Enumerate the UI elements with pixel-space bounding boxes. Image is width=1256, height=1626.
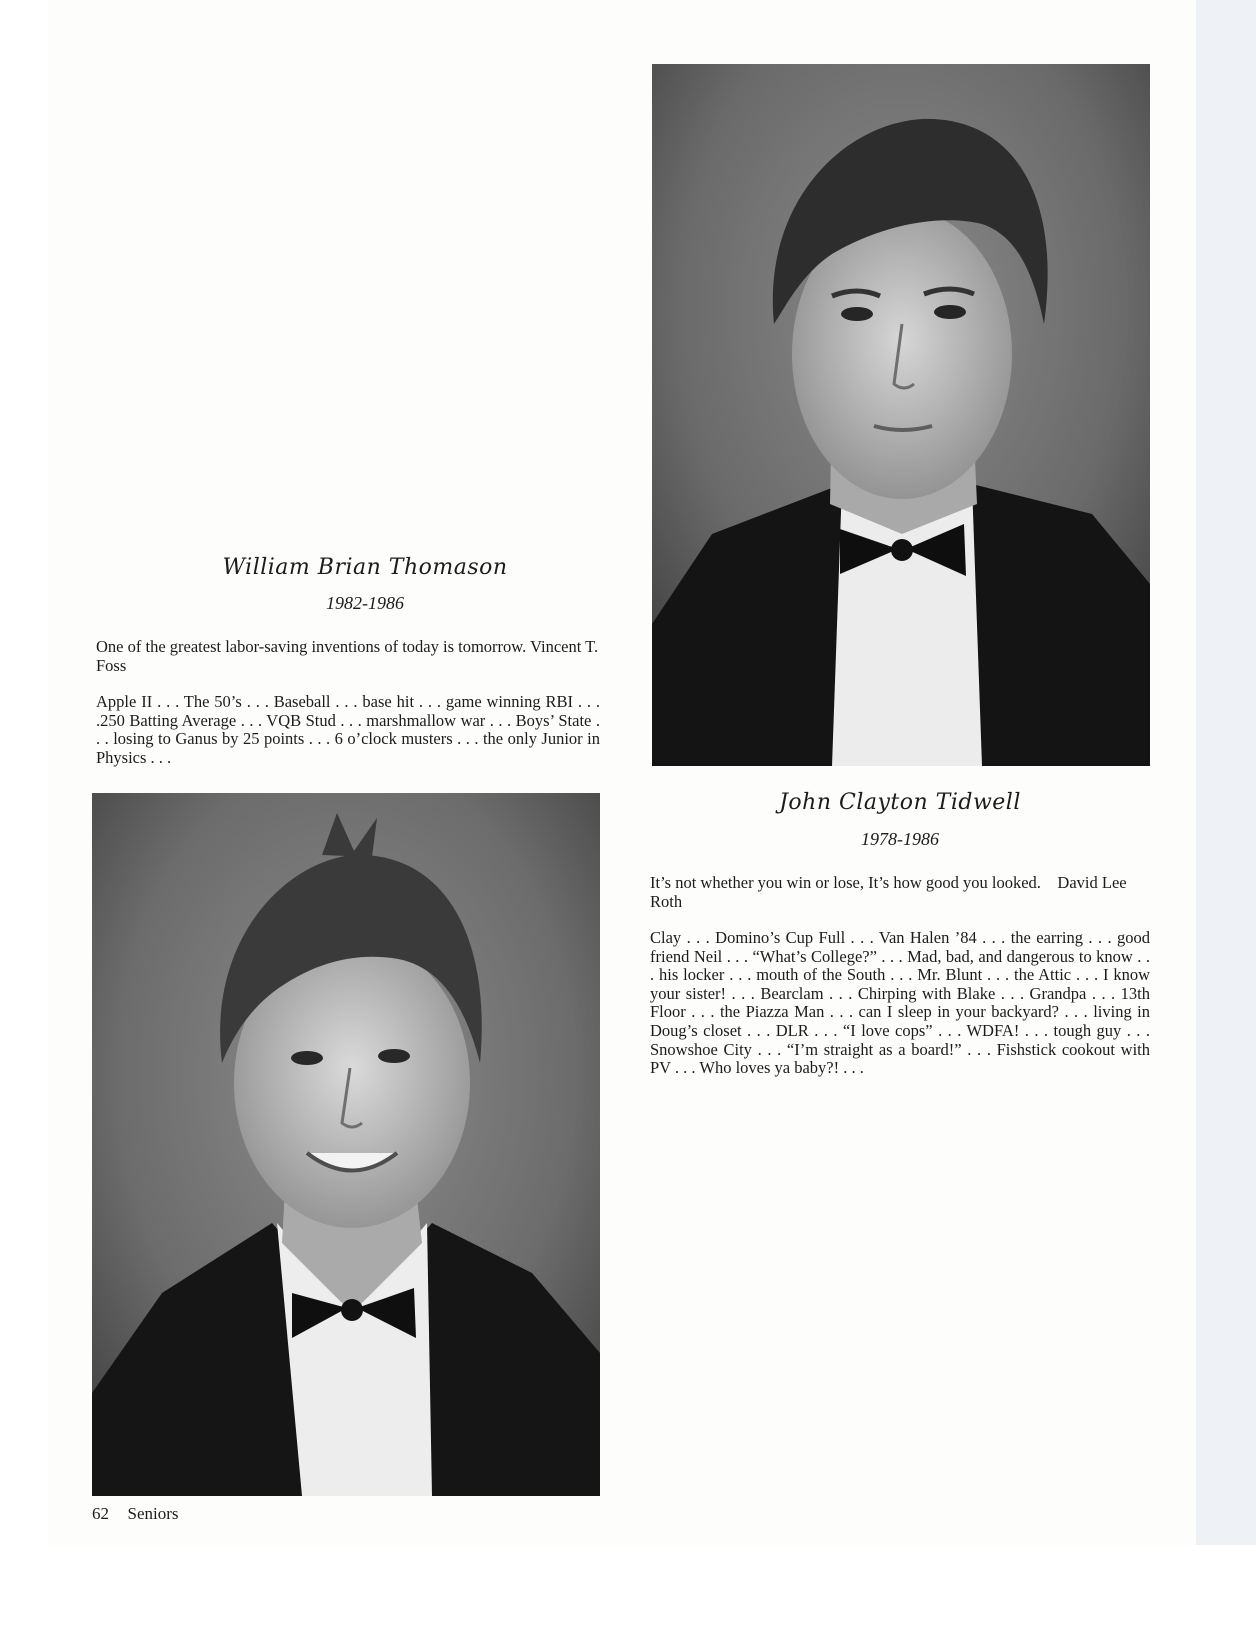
- senior-memories: Clay . . . Domino’s Cup Full . . . Van Halen ’84 . . . the earring . . . good friend Neil . . . “What’s College?” . . . Mad, bad, and dangerous to know . . . his locker . . . mouth of the South . . . Mr. Blunt . . . the Attic . . . I know your sister! . . . Bearclam . . . Chirping with Blake . . . Grandpa . . . 13th Floor . . . the Piazza Man . . . can I sleep in your backyard? . . . living in Doug’s closet . . . DLR . . . “I love cops” . . . WDFA! . . . tough guy . . . Snowshoe City . . . “I’m straight as a board!” . . . Fishstick cookout with PV . . . Who loves ya baby?! . . .: [650, 928, 1150, 1078]
- student-name: John Clayton Tidwell: [779, 790, 1021, 815]
- class-years: 1978-1986: [861, 829, 939, 849]
- senior-quote: It’s not whether you win or lose, It’s how good you looked. David Lee Roth: [650, 873, 1131, 911]
- portrait-william-brian-thomason: [92, 793, 600, 1496]
- student-name: William Brian Thomason: [222, 555, 508, 580]
- page-edge: [1196, 0, 1256, 1545]
- page-footer: [92, 1504, 179, 1524]
- senior-quote: One of the greatest labor-saving inventions of today is tomorrow. Vincent T. Foss: [96, 637, 599, 675]
- class-years: 1982-1986: [326, 593, 404, 613]
- senior-memories: Apple II . . . The 50’s . . . Baseball . . . base hit . . . game winning RBI . . . .250 Batting Average . . . VQB Stud . . . marshmallow war . . . Boys’ State . . . losing to Ganus by 25 points . . . 6 o’clock musters . . . the only Junior in Physics . . .: [96, 692, 600, 767]
- section-title: Seniors: [127, 1504, 179, 1523]
- scan-margin: [0, 1545, 1256, 1626]
- portrait-john-clayton-tidwell: [652, 64, 1150, 766]
- page-number: 62: [92, 1504, 109, 1523]
